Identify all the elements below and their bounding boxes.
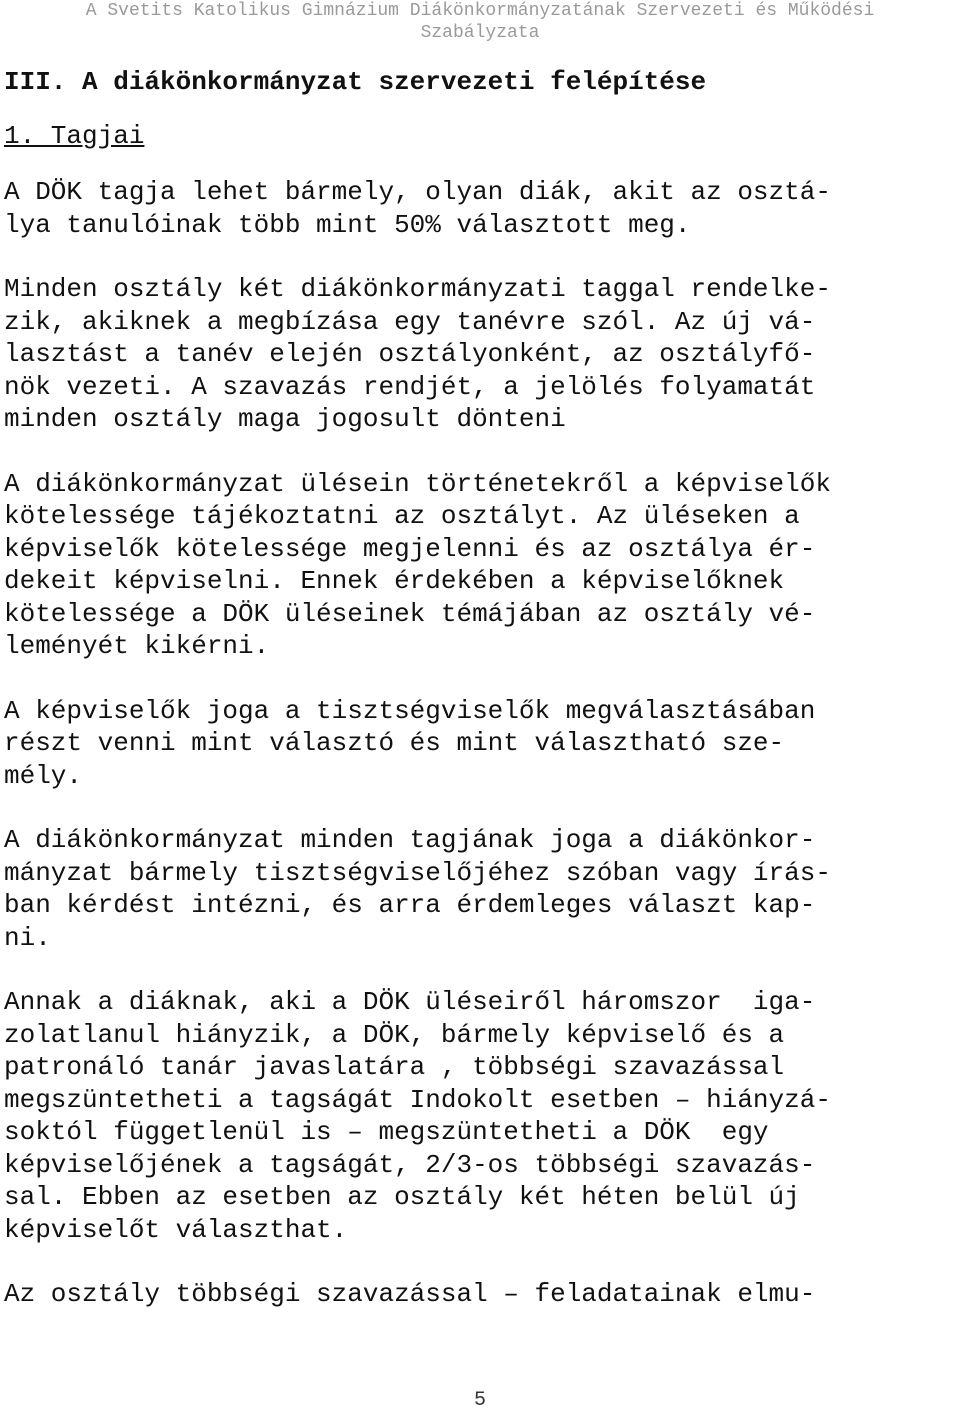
paragraph-line: A DÖK tagja lehet bármely, olyan diák, akit az osztá- [4,177,831,207]
paragraph [4,824,956,954]
paragraph [4,176,956,241]
paragraph-line: nök vezeti. A szavazás rendjét, a jelölés folyamatát [4,371,816,402]
paragraph-line: ni. [4,922,51,953]
paragraph-line: lasztást a tanév elején osztályonként, az osztályfő- [4,339,816,369]
paragraph-line: mányzat bármely tisztségviselőjéhez szóban vagy írás- [4,857,831,888]
paragraph [4,273,956,436]
paragraph-line: soktól függetlenül is – megszüntetheti a DÖK egy [4,1117,769,1147]
paragraph-line: sal. Ebben az esetben az osztály két héten belül új [4,1182,800,1212]
paragraph-line: kötelessége tájékoztatni az osztályt. Az üléseken a [4,501,800,531]
paragraph-line: kötelessége a DÖK üléseinek témájában az osztály vé- [4,598,816,629]
paragraph-line: képviselők kötelessége megjelenni és az osztálya ér- [4,533,816,564]
paragraph-line: dekeit képviselni. Ennek érdekében a képviselőknek [4,566,785,596]
document-body [4,66,956,1343]
paragraph-line: lya tanulóinak több mint 50% választott meg. [4,209,691,240]
header-line-2: Szabályzata [420,23,540,43]
paragraph-line: A diákönkormányzat minden tagjának joga a diákönkor- [4,825,816,855]
paragraph-line: Az osztály többségi szavazással – feladatainak elmu- [4,1279,816,1309]
section-subheading: 1. Tagjai [4,121,145,151]
document-header [0,0,960,44]
paragraph [4,468,956,663]
paragraph-line: mély. [4,760,83,791]
paragraph-line: ban kérdést intézni, és arra érdemleges választ kap- [4,890,816,920]
paragraph [4,695,956,793]
page-number: 5 [473,1389,486,1412]
header-line-1: A Svetits Katolikus Gimnázium Diákönkormányzatának Szervezeti és Működési [85,1,875,21]
paragraph-line: minden osztály maga jogosult dönteni [4,404,566,434]
paragraph-line: megszüntetheti a tagságát Indokolt esetben – hiányzá- [4,1084,831,1115]
paragraph-line: zik, akiknek a megbízása egy tanévre szól. Az új vá- [4,306,816,337]
paragraph-line: zolatlanul hiányzik, a DÖK, bármely képviselő és a [4,1019,785,1050]
paragraph-line: leményét kikérni. [4,631,270,661]
paragraph-line: Annak a diáknak, aki a DÖK üléseiről háromszor iga- [4,987,816,1017]
paragraph [4,1278,956,1311]
paragraph-line: Minden osztály két diákönkormányzati taggal rendelke- [4,274,831,304]
paragraph-line: A képviselők joga a tisztségviselők megválasztásában [4,695,816,726]
paragraph-line: részt venni mint választó és mint választható sze- [4,728,785,758]
paragraph-line: patronáló tanár javaslatára , többségi szavazással [4,1052,785,1082]
paragraph-line: A diákönkormányzat ülésein történetekről a képviselők [4,468,831,499]
paragraph-list [4,176,956,1311]
section-heading: III. A diákönkormányzat szervezeti felépítése [4,67,707,97]
paragraph-line: képviselőjének a tagságát, 2/3-os többségi szavazás- [4,1149,816,1180]
paragraph-line: képviselőt választhat. [4,1214,348,1245]
paragraph [4,986,956,1246]
